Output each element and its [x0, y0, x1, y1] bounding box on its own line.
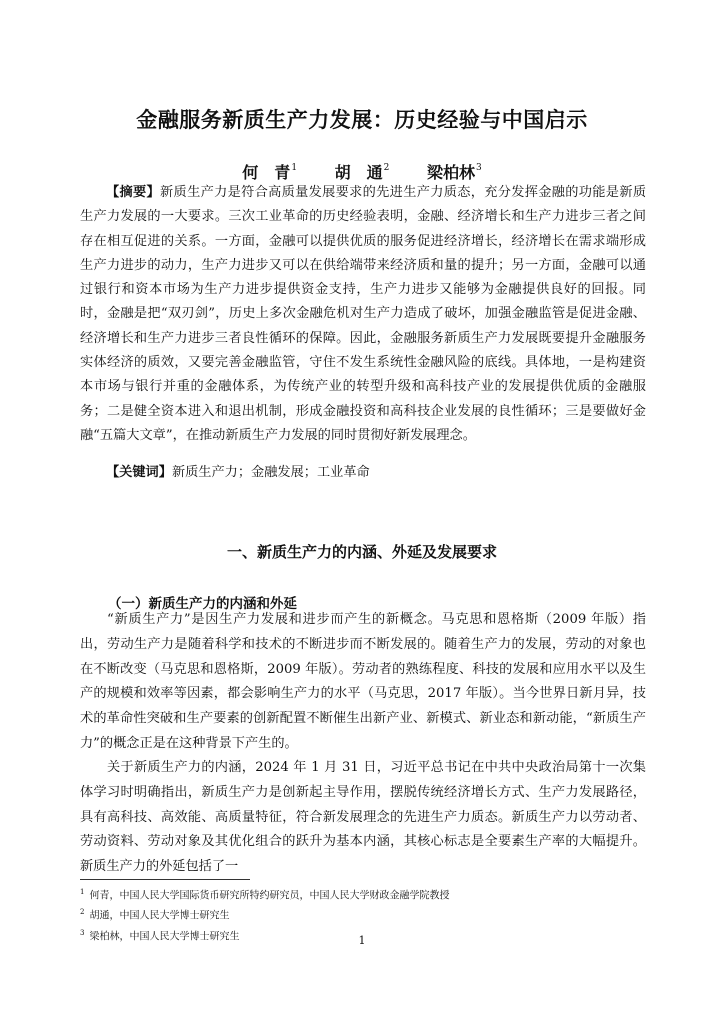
keywords-text: 新质生产力；金融发展；工业革命: [171, 465, 370, 480]
author-list: [0, 160, 724, 183]
author-2-footnote-mark: 2: [383, 163, 390, 173]
subsection-heading: （一）新质生产力的内涵和外延: [108, 596, 297, 612]
author-1-footnote-mark: 1: [291, 163, 298, 173]
author-1: 何 青$^1$: [242, 163, 298, 182]
page-number: 1: [358, 934, 366, 947]
author-3: 梁柏林$^3$: [426, 163, 482, 182]
abstract-label: 【摘要】: [106, 185, 161, 200]
keywords-label: 【关键词】: [106, 465, 172, 480]
section-heading: 一、新质生产力的内涵、外延及发展要求: [226, 543, 497, 561]
body-paragraph-2: 关于新质生产力的内涵，2024 年 1 月 31 日，习近平总书记在中共中央政治局第十一次集体学习时明确指出，新质生产力是创新起主导作用，摆脱传统经济增长方式、生产力发展路径，具有高科技、高效能、高质量特征，符合新发展理念的先进生产力质态。新质生产力以劳动者、劳动资料、劳动对象及其优化组合的跃升为基本内涵，其核心标志是全要素生产率的大幅提升。新质生产力的外延包括了一: [80, 760, 646, 875]
abstract: [80, 181, 646, 448]
footnote-2: $^2$ 胡通，中国人民大学博士研究生: [80, 908, 230, 922]
footnote-1: $^1$ 何青，中国人民大学国际货币研究所特约研究员，中国人民大学财政金融学院教授: [80, 888, 450, 902]
footnote-3: $^3$ 梁柏林，中国人民大学博士研究生: [80, 928, 240, 942]
keywords: [80, 461, 646, 485]
paper-title: 金融服务新质生产力发展：历史经验与中国启示: [136, 108, 588, 132]
abstract-text: 新质生产力是符合高质量发展要求的先进生产力质态，充分发挥金融的功能是新质生产力发展的一大要求。三次工业革命的历史经验表明，金融、经济增长和生产力进步三者之间存在相互促进的关系。一方面，金融可以提供优质的服务促进经济增长，经济增长在需求端形成生产力进步的动力，生产力进步又可以在供给端带来经济质和量的提升；另一方面，金融可以通过银行和资本市场为生产力进步提供资金支持，生产力进步又能够为金融提供良好的回报。同时，金融是把“双刃剑”，历史上多次金融危机对生产力造成了破坏，加强金融监管是促进金融、经济增长和生产力进步三者良性循环的保障。因此，金融服务新质生产力发展既要提升金融服务实体经济的质效，又要完善金融监管，守住不发生系统性金融风险的底线。具体地，一是构建资本市场与银行并重的金融体系，为传统产业的转型升级和高科技产业的发展提供优质的金融服务；二是健全资本进入和退出机制，形成金融投资和高科技企业发展的良性循环；三是要做好金融“五篇大文章”，在推动新质生产力发展的同时贯彻好新发展理念。: [80, 185, 647, 443]
body-paragraph-1: “新质生产力”是因生产力发展和进步而产生的新概念。马克思和恩格斯（2009 年版）指出，劳动生产力是随着科学和技术的不断进步而不断发展的。随着生产力的发展，劳动的对象也在不断改变（马克思和恩格斯，2009 年版）。劳动者的熟练程度、科技的发展和应用水平以及生产的规模和效率等因素，都会影响生产力的水平（马克思，2017 年版）。当今世界日新月异，技术的革命性突破和生产要素的创新配置不断催生出新产业、新模式、新业态和新动能，“新质生产力”的概念正是在这种背景下产生的。: [80, 612, 646, 751]
footnote-divider: [80, 879, 250, 880]
author-3-footnote-mark: 3: [475, 163, 482, 173]
author-2: 胡 通$^2$: [334, 163, 390, 182]
